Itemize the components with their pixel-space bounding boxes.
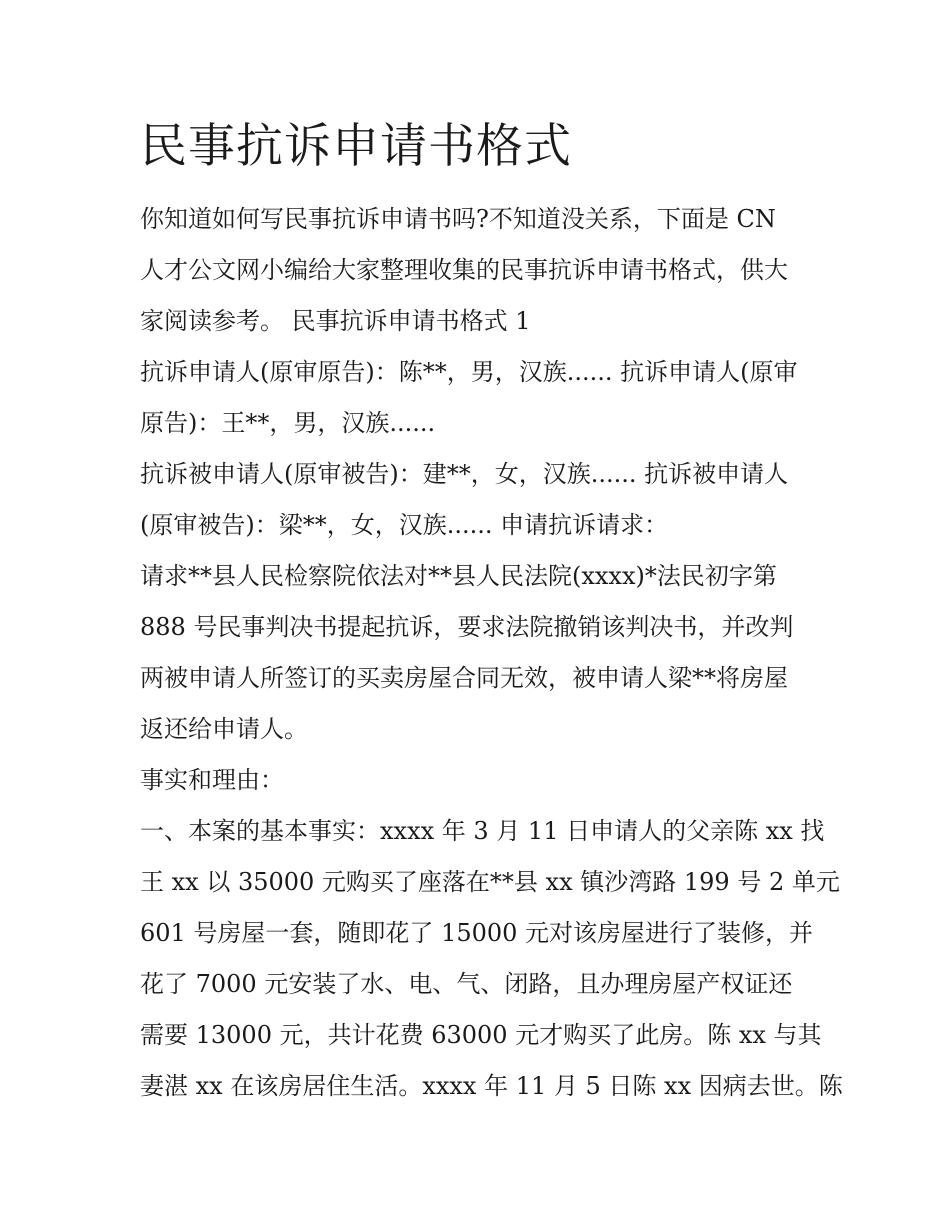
- body-line-8: 请求**县人民检察院依法对**县人民法院(xxxx)*法民初字第: [140, 562, 777, 590]
- body-line-18: 妻湛 xx 在该房居住生活。xxxx 年 11 月 5 日陈 xx 因病去世。陈: [140, 1072, 843, 1100]
- body-line-11: 返还给申请人。: [140, 715, 308, 743]
- body-line-10: 两被申请人所签订的买卖房屋合同无效，被申请人梁**将房屋: [140, 664, 788, 692]
- body-line-1: 你知道如何写民事抗诉申请书吗?不知道没关系，下面是 CN: [140, 205, 776, 233]
- body-line-17: 需要 13000 元，共计花费 63000 元才购买了此房。陈 xx 与其: [140, 1021, 822, 1049]
- body-line-5: 原告)：王**，男，汉族......: [140, 409, 436, 437]
- body-line-9: 888 号民事判决书提起抗诉，要求法院撤销该判决书，并改判: [140, 613, 794, 641]
- page-title: 民事抗诉申请书格式: [140, 119, 572, 174]
- body-line-15: 601 号房屋一套，随即花了 15000 元对该房屋进行了装修，并: [140, 919, 814, 947]
- body-line-13: 一、本案的基本事实：xxxx 年 3 月 11 日申请人的父亲陈 xx 找: [140, 817, 825, 845]
- body-line-14: 王 xx 以 35000 元购买了座落在**县 xx 镇沙湾路 199 号 2 单元: [140, 868, 840, 896]
- body-line-16: 花了 7000 元安装了水、电、气、闭路，且办理房屋产权证还: [140, 970, 793, 998]
- body-line-2: 人才公文网小编给大家整理收集的民事抗诉申请书格式，供大: [140, 256, 788, 284]
- body-line-6: 抗诉被申请人(原审被告)：建**，女，汉族...... 抗诉被申请人: [140, 460, 789, 488]
- body-line-4: 抗诉申请人(原审原告)：陈**，男，汉族...... 抗诉申请人(原审: [140, 358, 798, 386]
- body-line-7: (原审被告)：梁**，女，汉族...... 申请抗诉请求：: [140, 511, 669, 539]
- section-heading: 事实和理由：: [140, 766, 284, 794]
- body-line-3: 家阅读参考。 民事抗诉申请书格式 1: [140, 307, 531, 335]
